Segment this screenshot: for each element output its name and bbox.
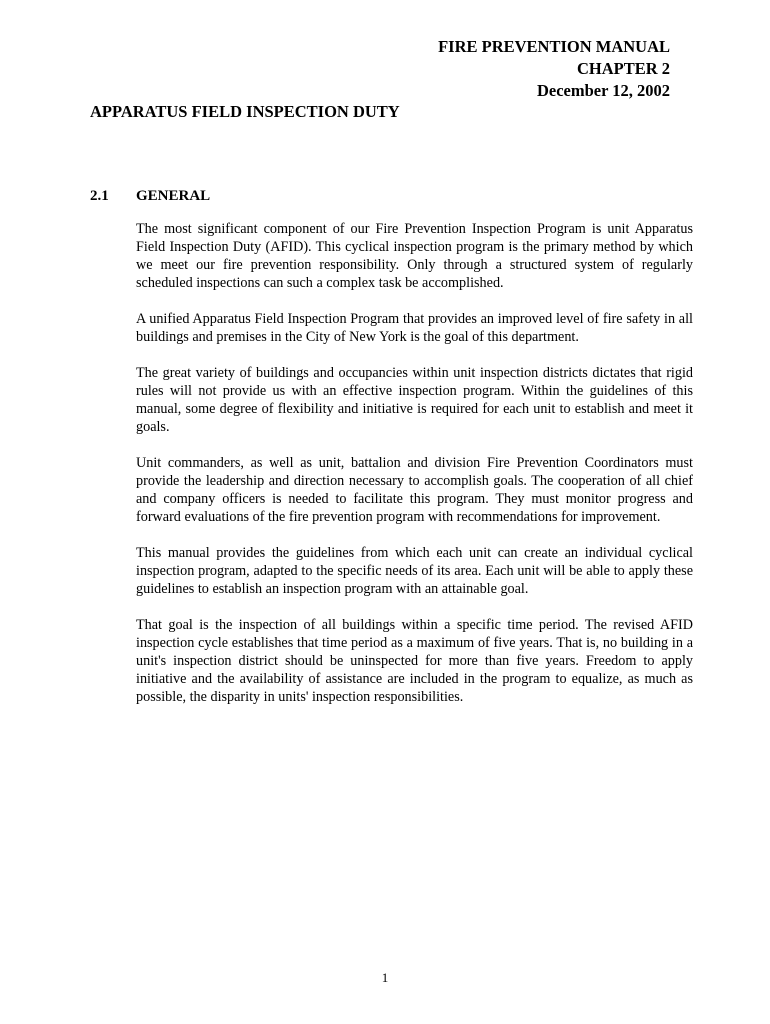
paragraph: This manual provides the guidelines from which each unit can create an individual cyclical inspection program, adapted to the specific needs of its area. Each unit will be able to apply these guidelines to establish an inspection program with an attainable goal. [136,545,693,597]
section-body [136,220,693,724]
document-header [438,36,670,102]
section-number: 2.1 [90,188,109,204]
paragraph: A unified Apparatus Field Inspection Program that provides an improved level of fire safety in all buildings and premises in the City of New York is the goal of this department. [136,311,693,345]
document-date: December 12, 2002 [536,81,670,100]
section-heading [90,186,690,206]
paragraph: That goal is the inspection of all buildings within a specific time period. The revised AFID inspection cycle establishes that time period as a maximum of five years. That is, no building in a unit's inspection district should be uninspected for more than five years. Freedom to apply initiative and the availability of assistance are included in the program to equalize, as much as possible, the disparity in units' inspection responsibilities. [136,617,693,705]
document-title: APPARATUS FIELD INSPECTION DUTY [90,102,400,121]
paragraph: The great variety of buildings and occupancies within unit inspection districts dictates that rigid rules will not provide us with an effective inspection program. Within the guidelines of this manual, some degree of flexibility and initiative is required for each unit to establish and meet it goals. [136,365,693,435]
chapter-label: CHAPTER 2 [576,59,670,78]
manual-title: FIRE PREVENTION MANUAL [438,37,670,56]
paragraph: The most significant component of our Fire Prevention Inspection Program is unit Apparatus Field Inspection Duty (AFID). This cyclical inspection program is the primary method by which we meet our fire prevention responsibility. Only through a structured system of regularly scheduled inspections can such a complex task be accomplished. [136,221,693,291]
page-number: 1 [381,970,389,985]
paragraph: Unit commanders, as well as unit, battalion and division Fire Prevention Coordinators must provide the leadership and direction necessary to accomplish goals. The cooperation of all chief and company officers is needed to facilitate this program. They must monitor progress and forward evaluations of the fire prevention program with recommendations for improvement. [136,455,693,525]
section-title: GENERAL [136,188,211,204]
